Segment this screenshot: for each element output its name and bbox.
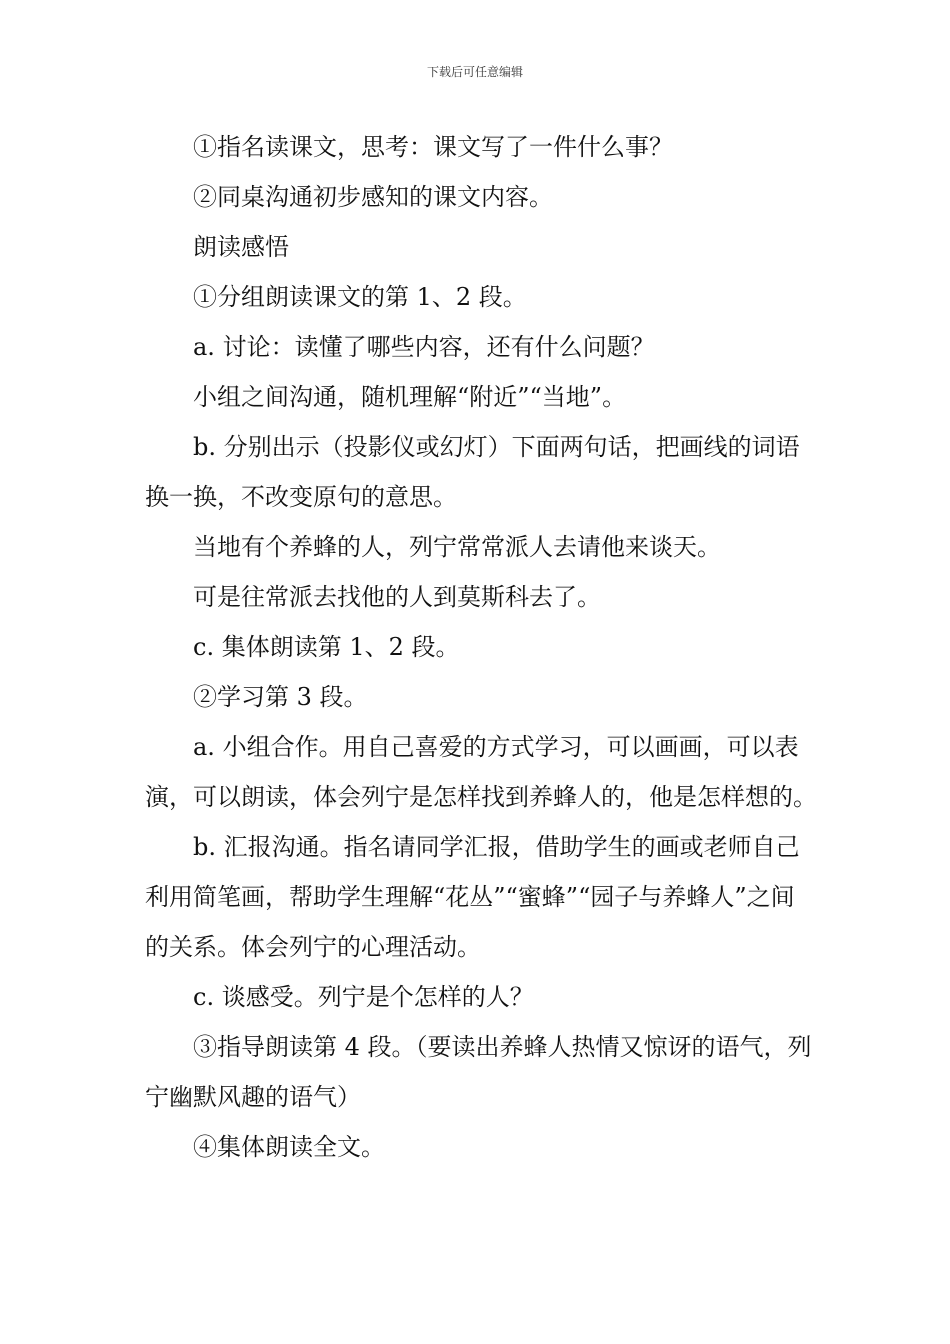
paragraph: ①指名读课文，思考：课文写了一件什么事？ xyxy=(193,133,673,161)
paragraph: b. 汇报沟通。指名请同学汇报，借助学生的画或老师自己利用简笔画，帮助学生理解“花丛”“蜜蜂”“园子与养蜂人”之间的关系。体会列宁的心理活动。 xyxy=(145,833,800,961)
example-sentence: 可是往常派去找他的人到莫斯科去了。 xyxy=(193,583,601,611)
paragraph: ②同桌沟通初步感知的课文内容。 xyxy=(193,183,553,211)
paragraph: c. 集体朗读第 1、2 段。 xyxy=(193,633,460,661)
paragraph: ③指导朗读第 4 段。（要读出养蜂人热情又惊讶的语气，列宁幽默风趣的语气） xyxy=(145,1033,812,1111)
paragraph: b. 分别出示（投影仪或幻灯）下面两句话，把画线的词语换一换，不改变原句的意思。 xyxy=(145,433,800,511)
paragraph: ④集体朗读全文。 xyxy=(193,1133,385,1161)
paragraph: c. 谈感受。列宁是个怎样的人？ xyxy=(193,983,534,1011)
document-body xyxy=(145,122,817,1172)
paragraph: 小组之间沟通，随机理解“附近”“当地”。 xyxy=(193,383,627,411)
paragraph: a. 小组合作。用自己喜爱的方式学习，可以画画，可以表演，可以朗读，体会列宁是怎样找到养蜂人的，他是怎样想的。 xyxy=(145,733,817,811)
example-sentence: 当地有个养蜂的人，列宁常常派人去请他来谈天。 xyxy=(193,533,721,561)
paragraph: ②学习第 3 段。 xyxy=(193,683,368,711)
paragraph: a. 讨论：读懂了哪些内容，还有什么问题？ xyxy=(193,333,655,361)
section-heading: 朗读感悟 xyxy=(193,233,289,261)
paragraph: ①分组朗读课文的第 1、2 段。 xyxy=(193,283,527,311)
page-header: 下载后可任意编辑 xyxy=(426,65,523,79)
